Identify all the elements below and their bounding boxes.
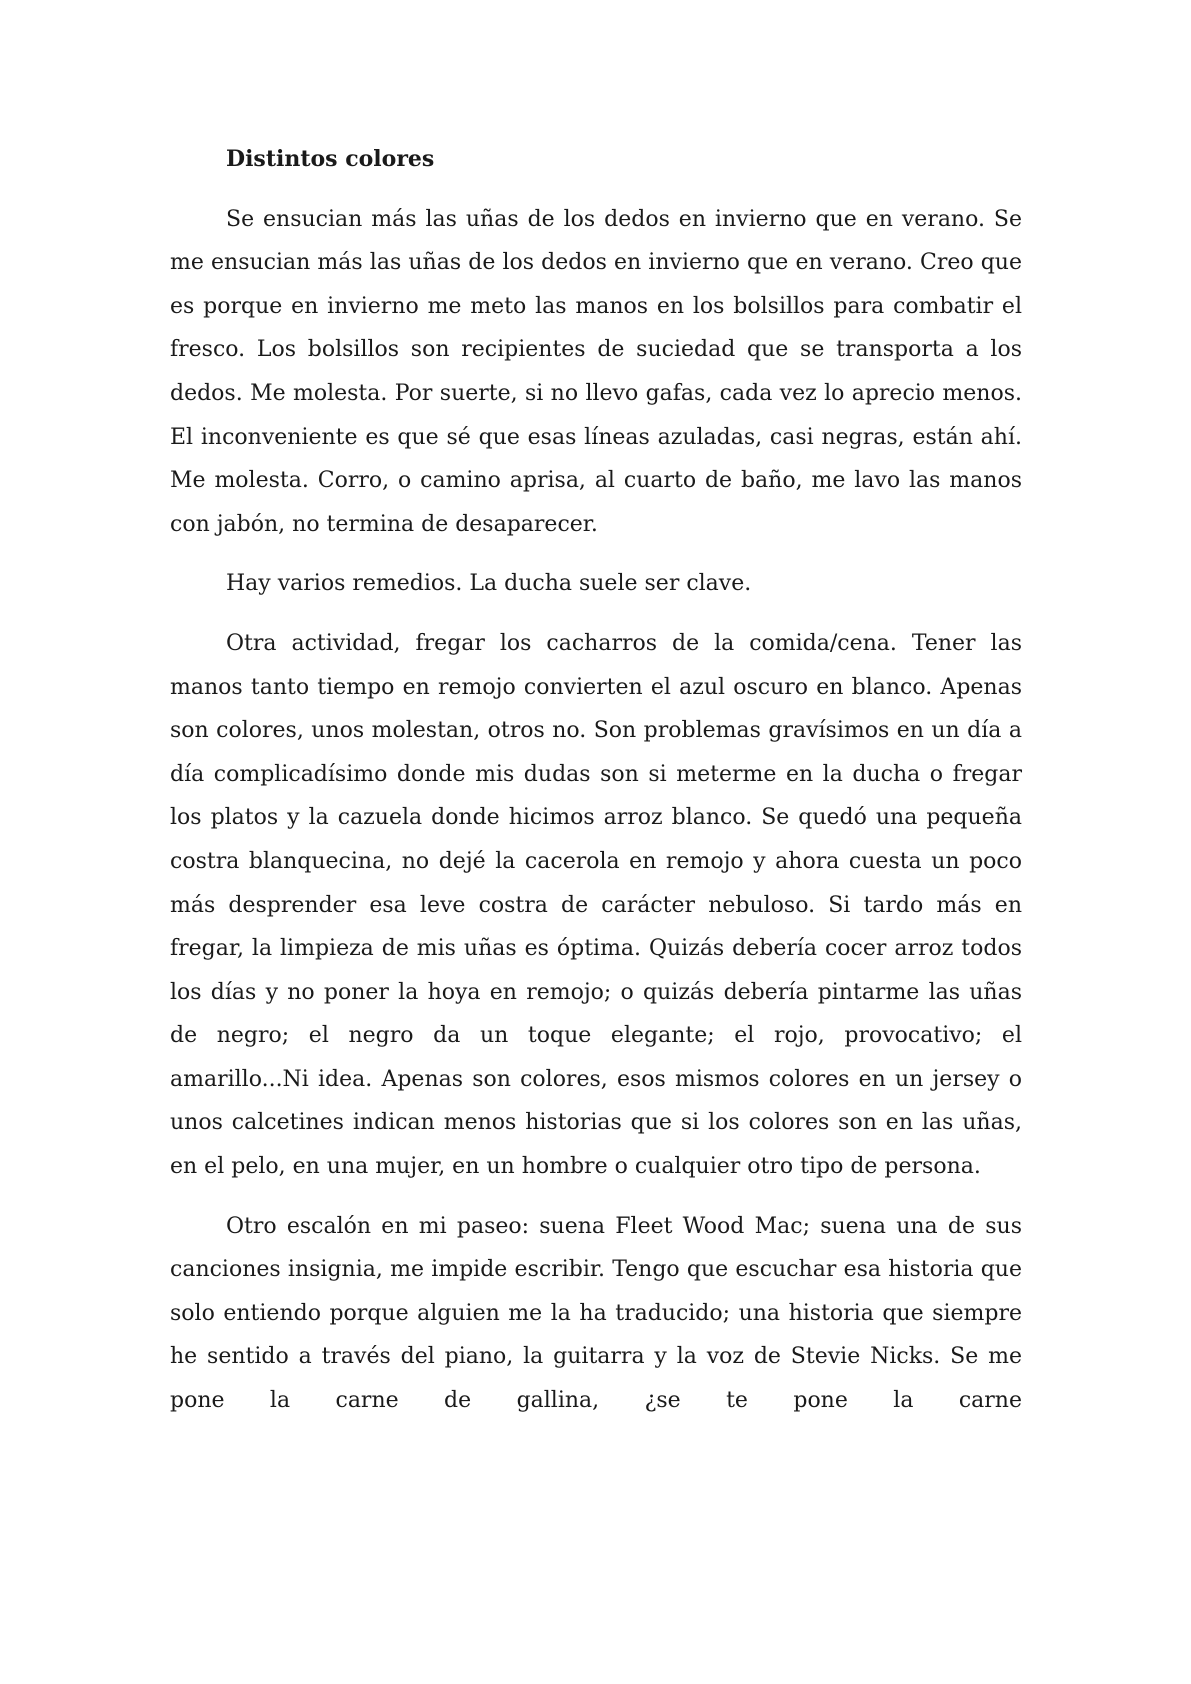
document-body: [170, 138, 1022, 1439]
paragraph-4: Otro escalón en mi paseo: suena Fleet Wood Mac; suena una de sus canciones insignia, me impide escribir. Tengo que escuchar esa historia que solo entiendo porque alguien me la ha traducido; una historia que siempre he sentido a través del piano, la guitarra y la voz de Stevie Nicks. Se me pone la carne de gallina, ¿se te pone la carne: [170, 1213, 1022, 1414]
paragraph-1: Se ensucian más las uñas de los dedos en invierno que en verano. Se me ensucian más las uñas de los dedos en invierno que en verano. Creo que es porque en invierno me meto las manos en los bolsillos para combatir el fresco. Los bolsillos son recipientes de suciedad que se transporta a los dedos. Me molesta. Por suerte, si no llevo gafas, cada vez lo aprecio menos. El inconveniente es que sé que esas líneas azuladas, casi negras, están ahí. Me molesta. Corro, o camino aprisa, al cuarto de baño, me lavo las manos con jabón, no termina de desaparecer.: [170, 206, 1022, 537]
document-title: Distintos colores: [226, 146, 435, 172]
paragraph-2: Hay varios remedios. La ducha suele ser clave.: [226, 571, 752, 597]
paragraph-3: Otra actividad, fregar los cacharros de la comida/cena. Tener las manos tanto tiempo en remojo convierten el azul oscuro en blanco. Apenas son colores, unos molestan, otros no. Son problemas gravísimos en un día a día complicadísimo donde mis dudas son si meterme en la ducha o fregar los platos y la cazuela donde hicimos arroz blanco. Se quedó una pequeña costra blanquecina, no dejé la cacerola en remojo y ahora cuesta un poco más desprender esa leve costra de carácter nebuloso. Si tardo más en fregar, la limpieza de mis uñas es óptima. Quizás debería cocer arroz todos los días y no poner la hoya en remojo; o quizás debería pintarme las uñas de negro; el negro da un toque elegante; el rojo, provocativo; el amarillo...Ni idea. Apenas son colores, esos mismos colores en un jersey o unos calcetines indican menos historias que si los colores son en las uñas, en el pelo, en una mujer, en un hombre o cualquier otro tipo de persona.: [170, 630, 1022, 1180]
